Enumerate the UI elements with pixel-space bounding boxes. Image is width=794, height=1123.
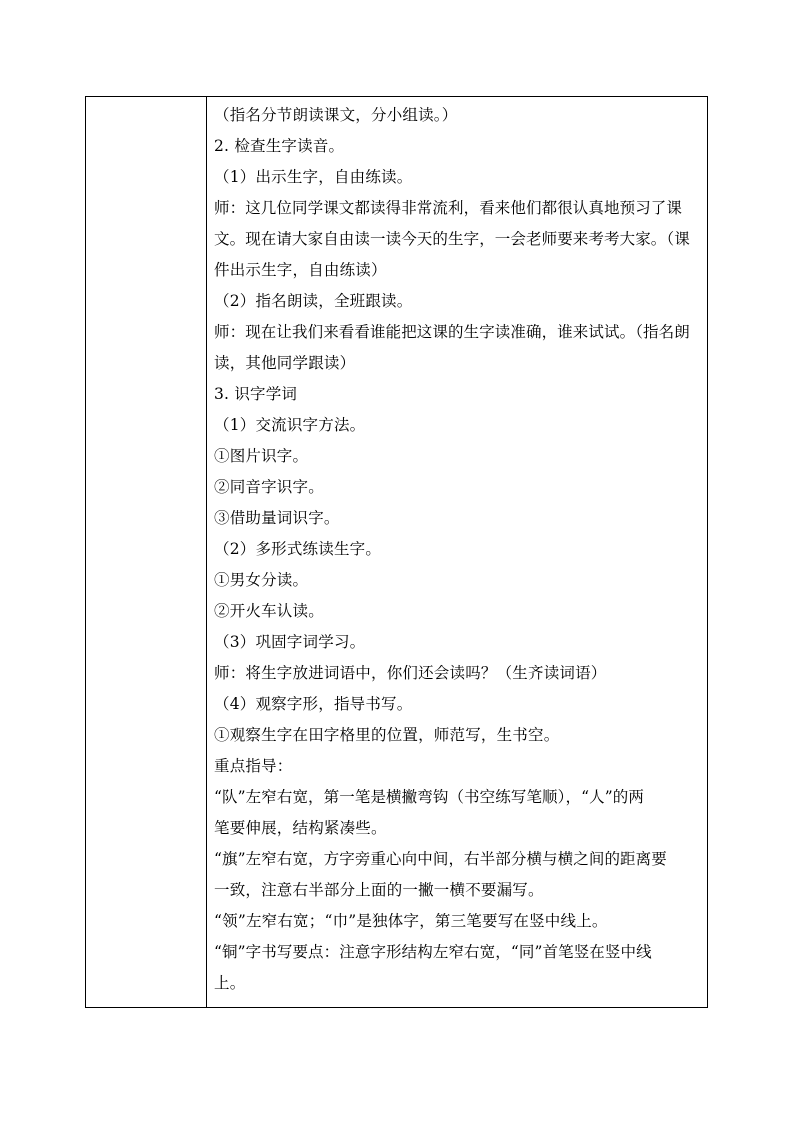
text-line: 读，其他同学跟读）	[214, 354, 356, 372]
text-line: 3. 识字学词	[214, 385, 298, 403]
text-line: （2）多形式练读生字。	[214, 540, 382, 558]
text-line: 上。	[214, 974, 246, 992]
text-line: 一致，注意右半部分上面的一撇一横不要漏写。	[214, 881, 544, 899]
text-line: ①图片识字。	[214, 447, 309, 465]
text-line: 笔要伸展，结构紧凑些。	[214, 819, 387, 837]
text-line: （3）巩固字词学习。	[214, 633, 366, 651]
text-line: 师：将生字放进词语中，你们还会读吗？（生齐读词语）	[214, 664, 607, 682]
text-line: 师：现在让我们来看看谁能把这课的生字读准确，谁来试试。（指名朗	[214, 323, 690, 341]
lesson-table	[85, 96, 708, 1008]
text-line: “领”左窄右宽；“巾”是独体字，第三笔要写在竖中线上。	[214, 912, 608, 930]
text-line: 文。现在请大家自由读一读今天的生字，一会老师要来考考大家。（课	[214, 230, 690, 248]
text-line: 师：这几位同学课文都读得非常流利，看来他们都很认真地预习了课	[214, 199, 683, 217]
table-left-cell	[86, 97, 207, 1007]
text-line: （指名分节朗读课文，分小组读。）	[214, 106, 458, 124]
text-line: 件出示生字，自由练读）	[214, 261, 387, 279]
text-line: （1）出示生字，自由练读。	[214, 168, 413, 186]
text-line: “铜”字书写要点：注意字形结构左窄右宽，“同”首笔竖在竖中线	[214, 943, 652, 961]
text-line: ③借助量词识字。	[214, 509, 340, 527]
text-line: “队”左窄右宽，第一笔是横撇弯钩（书空练写笔顺），“人”的两	[214, 788, 644, 806]
text-line: （2）指名朗读，全班跟读。	[214, 292, 413, 310]
table-content-cell	[207, 97, 707, 1007]
text-line: 2. 检查生字读音。	[214, 137, 345, 155]
text-line: ②开火车认读。	[214, 602, 324, 620]
text-line: ①男女分读。	[214, 571, 309, 589]
text-line: “旗”左窄右宽，方字旁重心向中间，右半部分横与横之间的距离要	[214, 850, 667, 868]
text-line: ②同音字识字。	[214, 478, 324, 496]
text-line: 重点指导：	[214, 757, 293, 775]
text-line: （4）观察字形，指导书写。	[214, 695, 413, 713]
text-line: ①观察生字在田字格里的位置，师范写，生书空。	[214, 726, 560, 744]
text-line: （1）交流识字方法。	[214, 416, 366, 434]
